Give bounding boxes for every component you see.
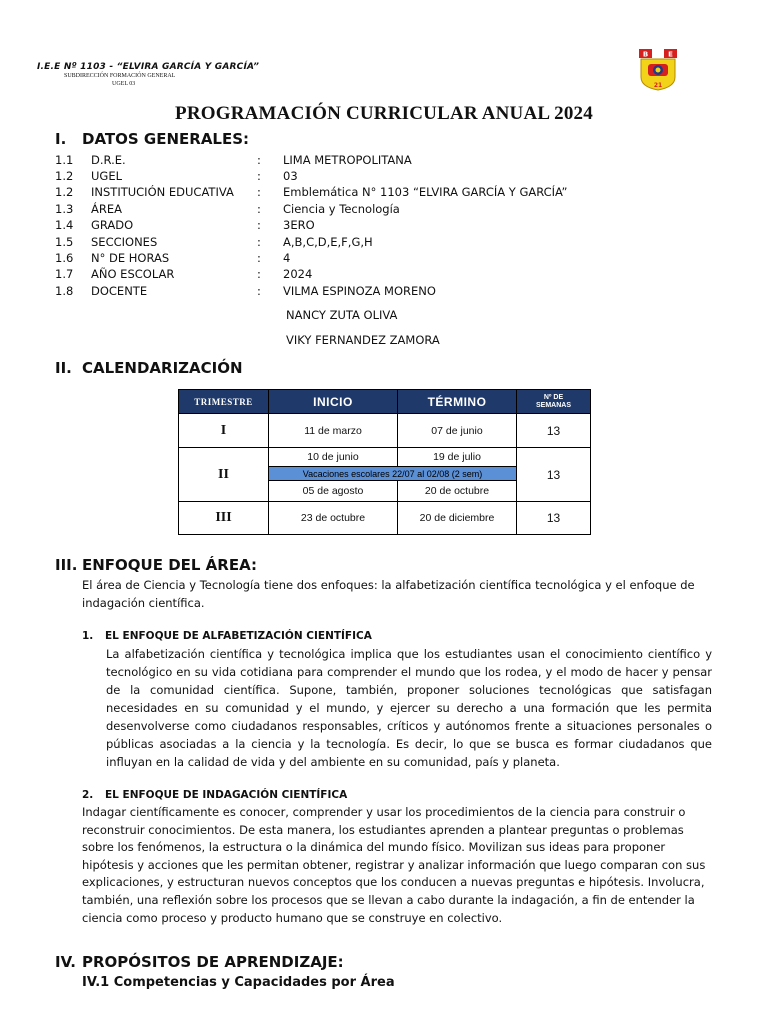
start-date: 10 de junio xyxy=(269,448,398,467)
section-title: ENFOQUE DEL ÁREA: xyxy=(82,556,257,574)
end-date: 19 de julio xyxy=(398,448,517,467)
row-value: LIMA METROPOLITANA xyxy=(283,153,412,167)
weeks-count: 13 xyxy=(517,414,591,448)
vacation-note: Vacaciones escolares 22/07 al 02/08 (2 sem) xyxy=(269,467,517,481)
header-inicio: INICIO xyxy=(269,390,398,414)
row-label: SECCIONES xyxy=(91,235,158,249)
table-header-row xyxy=(179,390,591,414)
row-number: 1.2 xyxy=(55,169,74,183)
row-number: 1.3 xyxy=(55,202,74,216)
table-row xyxy=(179,502,591,535)
row-colon: : xyxy=(257,153,261,167)
header-trimestre: TRIMESTRE xyxy=(179,390,269,414)
row-number: 1.4 xyxy=(55,218,74,232)
section-title: CALENDARIZACIÓN xyxy=(82,359,243,377)
page-title: PROGRAMACIÓN CURRICULAR ANUAL 2024 xyxy=(175,103,593,124)
section-number: III. xyxy=(55,556,78,574)
section-number: II. xyxy=(55,359,72,377)
row-colon: : xyxy=(257,284,261,298)
subdirection-block xyxy=(64,72,175,88)
enfoque-intro: El área de Ciencia y Tecnología tiene dos enfoques: la alfabetización científica tecnológica y el enfoque de indagación científica. xyxy=(82,578,695,610)
row-value: 2024 xyxy=(283,267,313,281)
section-number: I. xyxy=(55,130,67,148)
weeks-count: 13 xyxy=(517,448,591,502)
row-value: Ciencia y Tecnología xyxy=(283,202,400,216)
calendar-table xyxy=(178,389,591,535)
row-label: INSTITUCIÓN EDUCATIVA xyxy=(91,185,234,199)
row-value: Emblemática N° 1103 “ELVIRA GARCÍA Y GARCÍA” xyxy=(283,185,568,199)
subheading-title: EL ENFOQUE DE INDAGACIÓN CIENTÍFICA xyxy=(105,789,348,801)
start-date: 05 de agosto xyxy=(269,481,398,502)
subheading-title: EL ENFOQUE DE ALFABETIZACIÓN CIENTÍFICA xyxy=(105,630,372,642)
row-label: ÁREA xyxy=(91,202,122,216)
subsection-competencias: IV.1 Competencias y Capacidades por Área xyxy=(82,975,395,990)
teacher-name: VIKY FERNANDEZ ZAMORA xyxy=(286,333,440,347)
row-number: 1.6 xyxy=(55,251,74,265)
trimester-label: III xyxy=(179,502,269,535)
row-label: DOCENTE xyxy=(91,284,148,298)
end-date: 20 de diciembre xyxy=(398,502,517,535)
start-date: 23 de octubre xyxy=(269,502,398,535)
logo-number: 21 xyxy=(653,82,663,89)
row-label: GRADO xyxy=(91,218,134,232)
row-label: UGEL xyxy=(91,169,123,183)
row-number: 1.8 xyxy=(55,284,74,298)
header-semanas-text: Nº DE SEMANAS xyxy=(535,393,571,409)
row-value: 3ERO xyxy=(283,218,315,232)
row-value: A,B,C,D,E,F,G,H xyxy=(283,235,373,249)
weeks-count: 13 xyxy=(517,502,591,535)
row-number: 1.1 xyxy=(55,153,74,167)
row-number: 1.5 xyxy=(55,235,74,249)
row-colon: : xyxy=(257,235,261,249)
ugel-label: UGEL 03 xyxy=(112,81,136,87)
subheading-number: 2. xyxy=(82,789,94,801)
trimester-label: II xyxy=(179,448,269,502)
start-date: 11 de marzo xyxy=(269,414,398,448)
teacher-name: NANCY ZUTA OLIVA xyxy=(286,308,398,322)
row-label: D.R.E. xyxy=(91,153,126,167)
table-row xyxy=(179,448,591,467)
school-name: I.E.E Nº 1103 - “ELVIRA GARCÍA Y GARCÍA” xyxy=(37,62,260,72)
row-colon: : xyxy=(257,185,261,199)
row-colon: : xyxy=(257,251,261,265)
row-value: 03 xyxy=(283,169,298,183)
school-crest-logo xyxy=(638,47,678,91)
header-termino: TÉRMINO xyxy=(398,390,517,414)
trimester-label: I xyxy=(179,414,269,448)
row-colon: : xyxy=(257,267,261,281)
section-number: IV. xyxy=(55,953,76,971)
alfabetizacion-text: La alfabetización científica y tecnológica implica que los estudiantes usan el conocimiento científico y tecnológico en su vida cotidiana para comprender el mundo que los rodea, y el modo de hacer y pensar de la comunidad científica. Supone, también, proponer soluciones tecnológicas que satisfagan necesidades en su comunidad y el mundo, y ejercer su derecho a una formación que les permita desenvolverse como ciudadanos responsables, críticos y autónomos frente a situaciones personales o públicas asociadas a la ciencia y la tecnología. Es decir, lo que se busca es formar ciudadanos que influyan en la calidad de vida y del ambiente en su comunidad, país y planeta. xyxy=(106,647,712,769)
row-label: N° DE HORAS xyxy=(91,251,170,265)
row-number: 1.2 xyxy=(55,185,74,199)
end-date: 20 de octubre xyxy=(398,481,517,502)
logo-letter-e: E xyxy=(668,50,673,59)
section-title: PROPÓSITOS DE APRENDIZAJE: xyxy=(82,953,344,971)
end-date: 07 de junio xyxy=(398,414,517,448)
indagacion-text: Indagar científicamente es conocer, comprender y usar los procedimientos de la ciencia para construir o reconstruir conocimientos. De esta manera, los estudiantes aprenden a plantear preguntas o problemas sobre los fenómenos, la estructura o la dinámica del mundo físico. Movilizan sus ideas para proponer hipótesis y acciones que les permitan obtener, registrar y analizar información que luego comparan con sus explicaciones, y estructuran nuevos conceptos que los conducen a nuevas preguntas e hipótesis. Involucra, también, una reflexión sobre los procesos que se llevan a cabo durante la indagación, a fin de entender la ciencia como proceso y producto humano que se construye en colectivo. xyxy=(82,805,706,925)
row-value: 4 xyxy=(283,251,291,265)
row-number: 1.7 xyxy=(55,267,74,281)
subheading-number: 1. xyxy=(82,630,94,642)
subdirection: SUBDIRECCIÓN FORMACIÓN GENERAL xyxy=(64,73,176,79)
row-label: AÑO ESCOLAR xyxy=(91,267,175,281)
row-value: VILMA ESPINOZA MORENO xyxy=(283,284,436,298)
table-row xyxy=(179,414,591,448)
row-colon: : xyxy=(257,169,261,183)
logo-letter-b: B xyxy=(642,50,649,59)
row-colon: : xyxy=(257,202,261,216)
header-semanas xyxy=(517,390,591,414)
section-title: DATOS GENERALES: xyxy=(82,130,250,148)
row-colon: : xyxy=(257,218,261,232)
